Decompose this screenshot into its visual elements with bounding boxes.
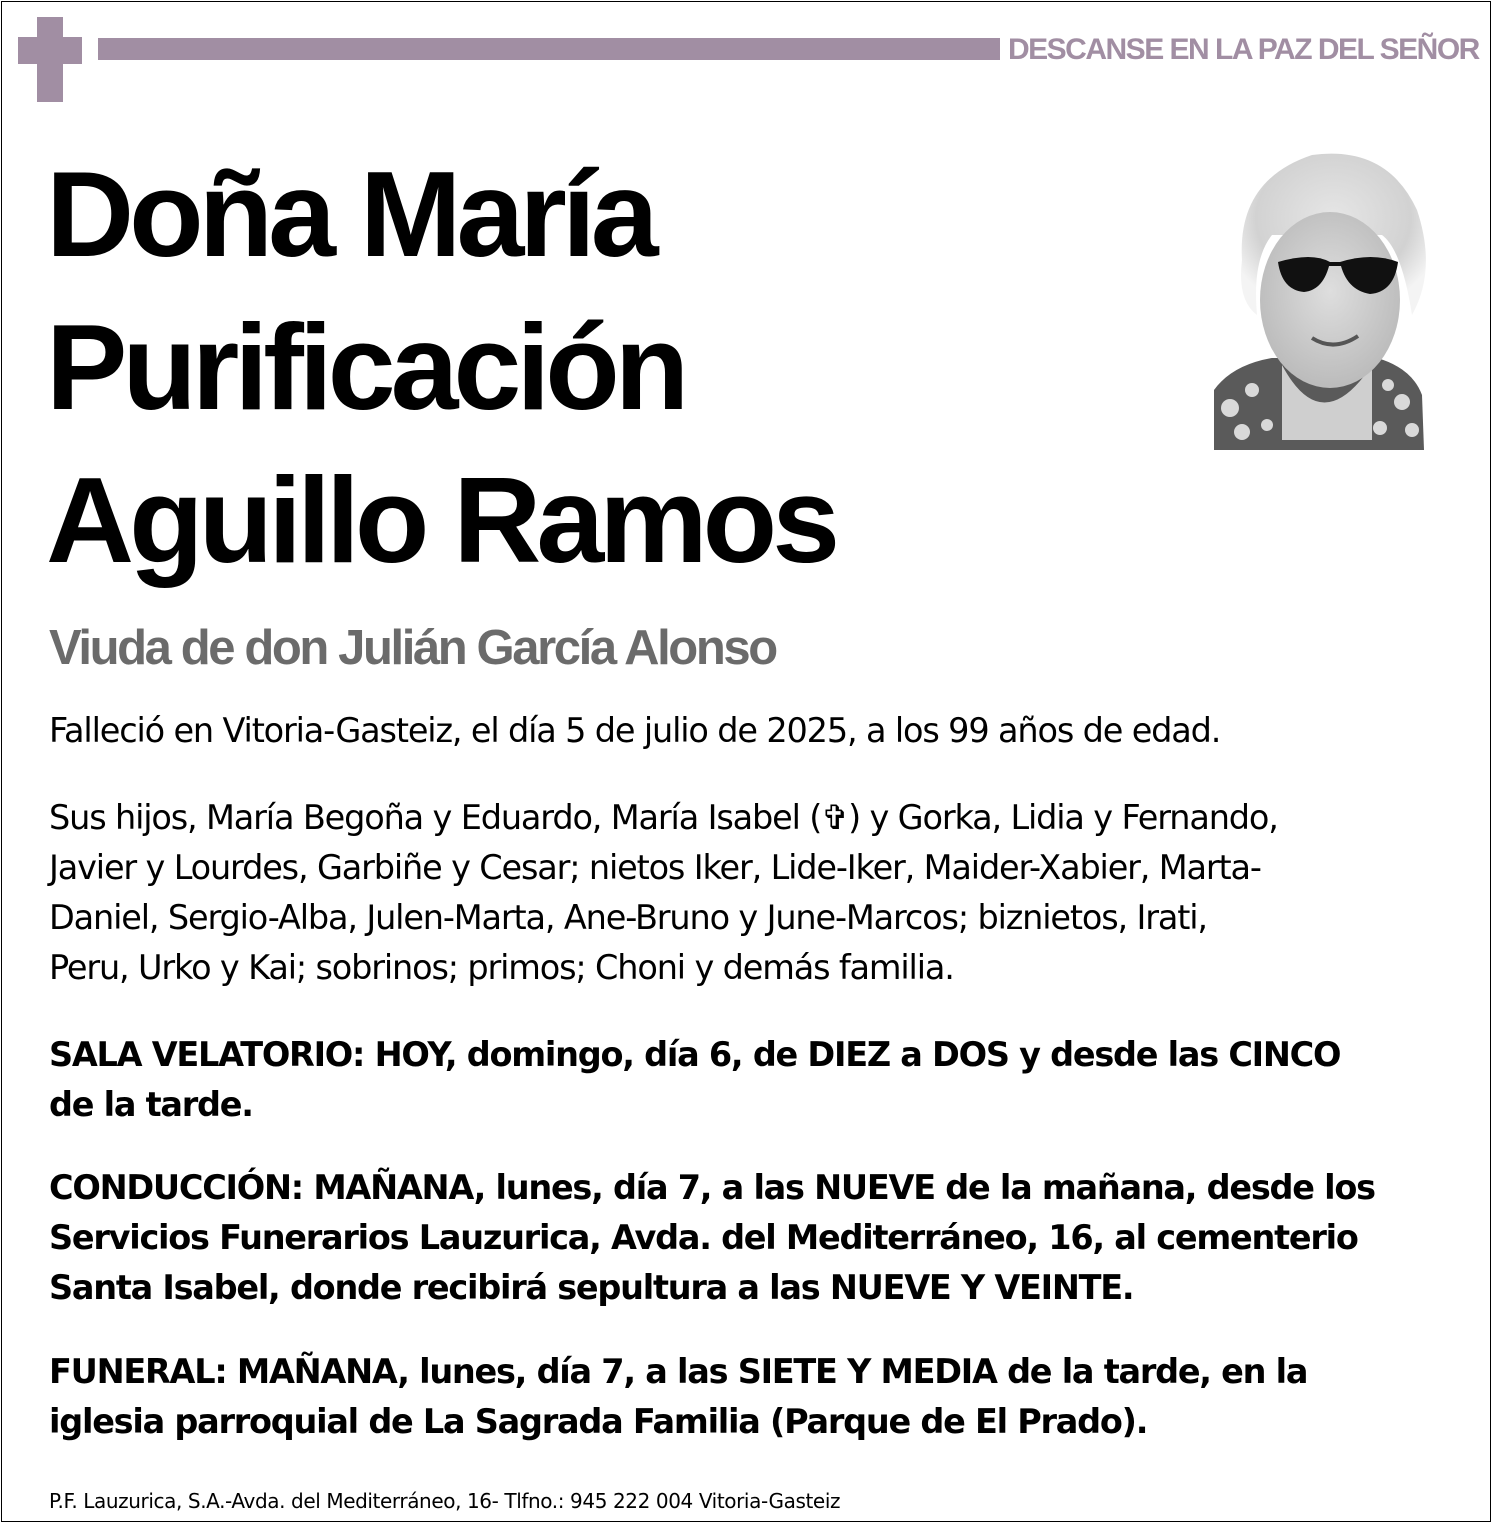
deceased-name — [46, 138, 1146, 597]
widow-subtitle: Viuda de don Julián García Alonso — [49, 621, 776, 675]
funeral-line: FUNERAL: MAÑANA, lunes, día 7, a las SIETE Y MEDIA de la tarde, en la — [49, 1352, 1308, 1391]
header-motto: DESCANSE EN LA PAZ DEL SEÑOR — [1008, 33, 1479, 66]
velatorio-line: de la tarde. — [49, 1085, 253, 1124]
family-paragraph — [49, 793, 1449, 993]
family-line: Daniel, Sergio-Alba, Julen-Marta, Ane-Bruno y June-Marcos; biznietos, Irati, — [49, 898, 1207, 937]
death-notice — [49, 706, 1449, 756]
conduccion-line: Servicios Funerarios Lauzurica, Avda. del Mediterráneo, 16, al cementerio — [49, 1218, 1358, 1257]
conduccion-paragraph — [49, 1163, 1449, 1313]
family-line: Javier y Lourdes, Garbiñe y Cesar; nietos Iker, Lide-Iker, Maider-Xabier, Marta- — [49, 848, 1261, 887]
conduccion-line: CONDUCCIÓN: MAÑANA, lunes, día 7, a las NUEVE de la mañana, desde los — [49, 1168, 1375, 1207]
death-notice-line: Falleció en Vitoria-Gasteiz, el día 5 de julio de 2025, a los 99 años de edad. — [49, 711, 1221, 750]
velatorio-paragraph — [49, 1030, 1449, 1130]
name-line: Purificación — [46, 299, 685, 435]
funeral-paragraph — [49, 1347, 1449, 1447]
name-line: Aguillo Ramos — [46, 452, 836, 588]
conduccion-line: Santa Isabel, donde recibirá sepultura a las NUEVE Y VEINTE. — [49, 1268, 1134, 1307]
name-line: Doña María — [46, 146, 654, 282]
funeral-line: iglesia parroquial de La Sagrada Familia (Parque de El Prado). — [49, 1402, 1148, 1441]
header-band — [98, 38, 1000, 60]
velatorio-line: SALA VELATORIO: HOY, domingo, día 6, de DIEZ a DOS y desde las CINCO — [49, 1035, 1341, 1074]
portrait-photo — [1212, 140, 1438, 450]
family-line: Peru, Urko y Kai; sobrinos; primos; Choni y demás familia. — [49, 948, 954, 987]
funeral-home-footer: P.F. Lauzurica, S.A.-Avda. del Mediterráneo, 16- Tlfno.: 945 222 004 Vitoria-Gasteiz — [49, 1489, 841, 1513]
family-line: Sus hijos, María Begoña y Eduardo, María Isabel (✞) y Gorka, Lidia y Fernando, — [49, 798, 1278, 837]
